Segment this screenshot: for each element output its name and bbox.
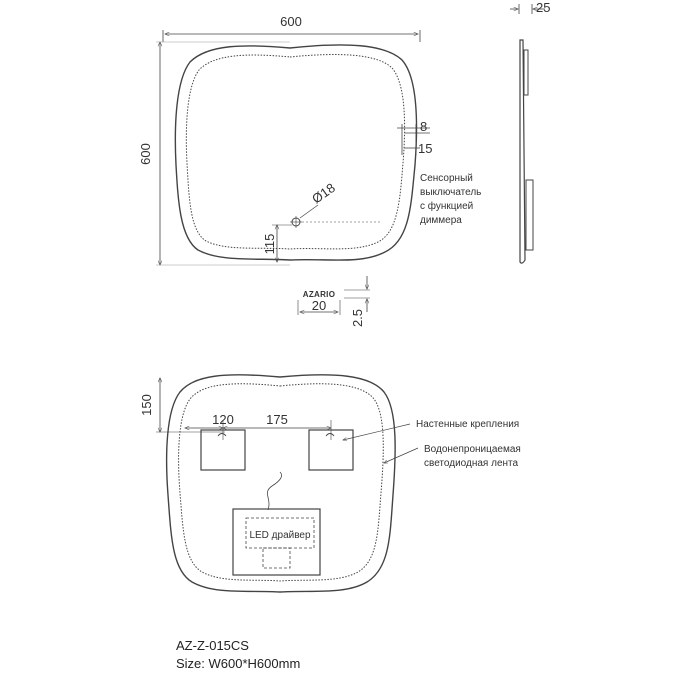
switch-offset-label: 115 — [262, 233, 277, 255]
led-driver-label: LED драйвер — [249, 530, 311, 541]
edge-dim-a-label: 8 — [420, 119, 428, 134]
edge-dim-b-label: 15 — [418, 141, 433, 156]
switch-callout-line3: с функцией — [420, 201, 474, 212]
driver-cable — [267, 472, 281, 510]
size-spec: Size: W600*H600mm — [176, 656, 301, 671]
mount-spacing-label: 175 — [266, 412, 288, 427]
back-view — [156, 375, 418, 592]
model-code: AZ-Z-015CS — [176, 638, 249, 653]
mount-offset-label: 150 — [139, 394, 154, 416]
switch-callout-line2: выключатель — [420, 187, 482, 198]
mirror-back-outline — [167, 375, 396, 592]
led-strip-front — [186, 55, 404, 249]
logo-height-label: 2.5 — [350, 308, 365, 328]
height-dim-label: 600 — [138, 143, 153, 165]
width-dim-label: 600 — [280, 14, 302, 29]
mount-left-label: 120 — [212, 412, 234, 427]
driver-box-side — [526, 180, 533, 250]
depth-dim-label: 25 — [536, 0, 551, 15]
mounts-callout-label: Настенные крепления — [416, 419, 520, 430]
switch-callout-line1: Сенсорный — [420, 173, 473, 184]
strip-callout-line1: Водонепроницаемая — [424, 444, 521, 455]
switch-callout-line4: диммера — [420, 215, 462, 226]
strip-callout-line2: светодиодная лента — [424, 458, 519, 469]
front-view-labels — [138, 14, 481, 327]
back-view-labels — [139, 394, 521, 541]
side-view — [510, 4, 545, 263]
front-view — [156, 30, 433, 315]
wall-mount-side — [524, 50, 528, 95]
switch-diameter-label: Ø18 — [309, 180, 338, 207]
brand-logo-text: AZARIO — [302, 290, 336, 299]
logo-width-label: 20 — [311, 298, 327, 313]
